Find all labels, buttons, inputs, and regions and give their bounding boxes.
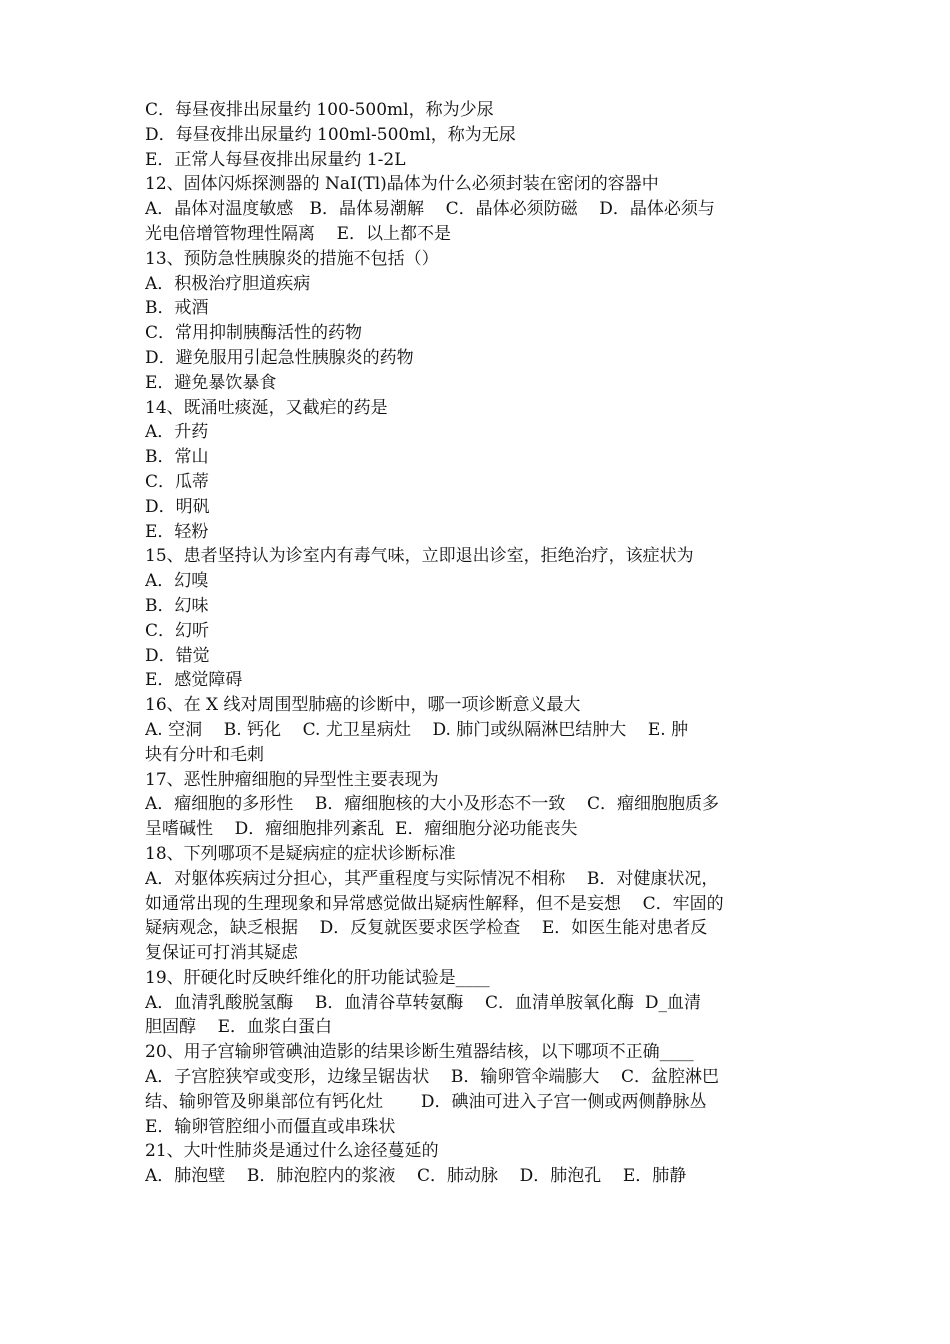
text-line: E．感觉障碍 bbox=[145, 670, 243, 691]
text-line: B．戒酒 bbox=[145, 298, 209, 319]
text-line: C．每昼夜排出尿量约 100-500ml，称为少尿 bbox=[145, 100, 494, 120]
question-17-options: A．瘤细胞的多形性 B．瘤细胞核的大小及形态不一致 C．瘤细胞胞质多 bbox=[145, 794, 720, 815]
text-line: C．幻听 bbox=[145, 620, 210, 641]
text-line: E．避免暴饮暴食 bbox=[145, 372, 277, 393]
question-16-options: A. 空洞 B. 钙化 C. 尤卫星病灶 D. 肺门或纵隔淋巴结肿大 E. 肿 bbox=[145, 719, 689, 740]
question-16: 16、在 X 线对周围型肺癌的诊断中，哪一项诊断意义最大 bbox=[145, 695, 581, 716]
text-line: A．积极治疗胆道疾病 bbox=[145, 273, 311, 294]
text-line: B．常山 bbox=[145, 447, 209, 468]
question-21-options: A．肺泡壁 B．肺泡腔内的浆液 C．肺动脉 D．肺泡孔 E．肺静 bbox=[145, 1166, 687, 1187]
text-line: E．轻粉 bbox=[145, 521, 209, 542]
question-19-options: A．血清乳酸脱氢酶 B．血清谷草转氨酶 C．血清单胺氧化酶 D_血清 bbox=[145, 992, 701, 1013]
text-line: B．幻味 bbox=[145, 595, 209, 616]
question-16-options-cont: 块有分叶和毛刺 bbox=[145, 744, 264, 765]
text-line: D．错觉 bbox=[145, 645, 210, 666]
text-line: C．瓜蒂 bbox=[145, 471, 210, 492]
document-body bbox=[145, 98, 810, 1189]
question-18-options: A．对躯体疾病过分担心，其严重程度与实际情况不相称 B．对健康状况， bbox=[145, 868, 719, 889]
question-19-options-cont: 胆固醇 E．血浆白蛋白 bbox=[145, 1017, 333, 1038]
question-21: 21、大叶性肺炎是通过什么途径蔓延的 bbox=[145, 1141, 439, 1162]
question-18-options-cont: 如通常出现的生理现象和异常感觉做出疑病性解释，但不是妄想 C．牢固的 bbox=[145, 893, 724, 914]
question-20-options-cont: 结、输卵管及卵巢部位有钙化灶 D．碘油可进入子宫一侧或两侧静脉丛 bbox=[145, 1091, 707, 1112]
text-line: A．升药 bbox=[145, 422, 209, 443]
text-line: A．幻嗅 bbox=[145, 571, 209, 592]
question-20-options-cont: E．输卵管腔细小而僵直或串珠状 bbox=[145, 1116, 396, 1137]
text-line: E．正常人每昼夜排出尿量约 1-2L bbox=[145, 149, 406, 170]
question-15: 15、患者坚持认为诊室内有毒气味，立即退出诊室，拒绝治疗，该症状为 bbox=[145, 546, 694, 567]
question-18: 18、下列哪项不是疑病症的症状诊断标准 bbox=[145, 843, 456, 864]
question-17: 17、恶性肿瘤细胞的异型性主要表现为 bbox=[145, 769, 439, 790]
question-18-options-cont: 复保证可打消其疑虑 bbox=[145, 943, 298, 964]
question-12-options: A．晶体对温度敏感 B．晶体易潮解 C．晶体必须防磁 D．晶体必须与 bbox=[145, 199, 715, 220]
text-line: D．避免服用引起急性胰腺炎的药物 bbox=[145, 347, 414, 368]
text-line: D．每昼夜排出尿量约 100ml-500ml，称为无尿 bbox=[145, 124, 516, 145]
question-20-options: A．子宫腔狭窄或变形，边缘呈锯齿状 B．输卵管伞端膨大 C．盆腔淋巴 bbox=[145, 1067, 720, 1088]
question-14: 14、既涌吐痰涎，又截疟的药是 bbox=[145, 397, 388, 418]
text-line: C．常用抑制胰酶活性的药物 bbox=[145, 323, 363, 344]
question-12-options-cont: 光电倍增管物理性隔离 E．以上都不是 bbox=[145, 223, 452, 244]
question-12: 12、固体闪烁探测器的 NaI(Tl)晶体为什么必须封装在密闭的容器中 bbox=[145, 174, 659, 195]
question-19: 19、肝硬化时反映纤维化的肝功能试验是____ bbox=[145, 967, 490, 988]
text-line: D．明矾 bbox=[145, 496, 210, 517]
question-18-options-cont: 疑病观念，缺乏根据 D．反复就医要求医学检查 E．如医生能对患者反 bbox=[145, 918, 708, 939]
question-17-options-cont: 呈嗜碱性 D．瘤细胞排列紊乱 E．瘤细胞分泌功能丧失 bbox=[145, 819, 578, 840]
question-13: 13、预防急性胰腺炎的措施不包括（） bbox=[145, 248, 439, 269]
question-20: 20、用子宫输卵管碘油造影的结果诊断生殖器结核，以下哪项不正确____ bbox=[145, 1042, 694, 1063]
